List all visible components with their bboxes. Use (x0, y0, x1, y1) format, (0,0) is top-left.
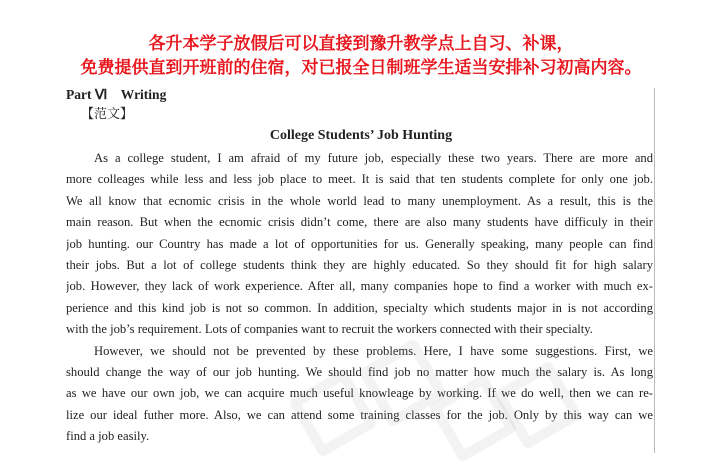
essay-line: with the job’s requirement. Lots of companies want to recruit the workers connected with their specialty. (66, 322, 593, 337)
essay-line: We all know that ecnomic crisis in the whole world lead to many unemployment. As a result, this is the (66, 193, 653, 208)
essay-line: more colleages while less and less job place to meet. It is said that ten students complete for only one job. (66, 172, 653, 187)
promo-notice-line-2: 免费提供直到开班前的住宿，对已报全日制班学生适当安排补习初高内容。 (80, 58, 642, 78)
essay-line: perience and this kind job is not so common. In addition, specialty which students major in is not according (66, 300, 653, 315)
essay-line: lize our ideal futher more. Also, we can attend some training classes for the job. Only by this way can we (66, 407, 653, 422)
essay-body (66, 148, 653, 447)
essay-line: their jobs. But a lot of college students think they are highly educated. So they should fit for high salary (66, 257, 653, 272)
section-heading: Part Ⅵ Writing (66, 87, 167, 102)
sample-essay-label: 【范文】 (81, 107, 134, 122)
essay-line: job. However, they lack of work experience. After all, many companies hope to find a worker with much ex- (66, 279, 653, 294)
essay-line: find a job easily. (66, 429, 150, 444)
essay-title: College Students’ Job Hunting (269, 128, 453, 143)
essay-line: job hunting. our Country has made a lot of opportunities for us. Generally speaking, many people can find (66, 236, 653, 251)
essay-line: as we have our own job, we can acquire much useful knowleage by working. If we do well, then we can re- (66, 386, 653, 401)
essay-line: should change the way of our job hunting. We should find job no matter how much the salary is. As long (66, 364, 653, 379)
essay-line: However, we should not be prevented by these problems. Here, I have some suggestions. First, we (94, 343, 653, 358)
essay-line: main reason. But when the ecnomic crisis didn’t come, there are also many students have difficuly in their (66, 215, 653, 230)
essay-line: As a college student, I am afraid of my future job, especially these two years. There are more and (94, 151, 653, 165)
promo-notice-line-1: 各升本学子放假后可以直接到豫升教学点上自习、补课， (148, 34, 574, 54)
